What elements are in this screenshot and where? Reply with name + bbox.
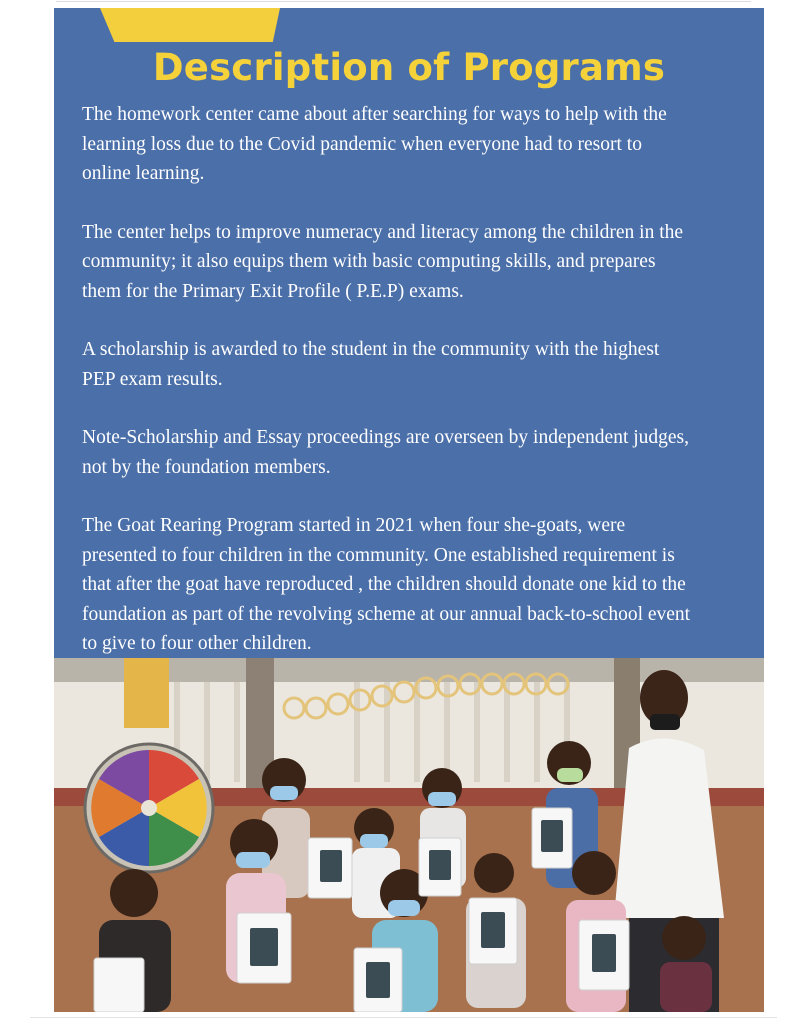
group-photo-illustration xyxy=(54,658,764,1012)
group-photo xyxy=(54,658,764,1012)
yellow-ribbon-accent xyxy=(100,8,280,42)
paragraph-note-judges: Note-Scholarship and Essay proceedings are overseen by independent judges, not by the foundation members. xyxy=(82,427,690,478)
page-title: Description of Programs xyxy=(152,46,666,89)
description-body xyxy=(82,100,746,658)
paragraph-scholarship: A scholarship is awarded to the student in the community with the highest PEP exam results. xyxy=(82,339,660,390)
paragraph-homework-center: The homework center came about after searching for ways to help with the learning loss due to the Covid pandemic when everyone had to resort to online learning. xyxy=(82,104,667,184)
divider-line xyxy=(56,1,751,2)
top-divider xyxy=(0,0,807,3)
paragraph-center-skills: The center helps to improve numeracy and literacy among the children in the community; it also equips them with basic computing skills, and prepares them for the Primary Exit Profile ( P.E.P) exams. xyxy=(82,221,684,302)
footer-line xyxy=(30,1017,777,1018)
programs-panel xyxy=(54,8,764,658)
paragraph-goat-rearing: The Goat Rearing Program started in 2021 when four she-goats, were presented to four children in the community. One established requirement is that after the goat have reproduced , the children should donate one kid to the foundation as part of the revolving scheme at our annual back-to-school event to give to four other children. xyxy=(82,515,691,654)
bottom-footer-strip xyxy=(0,1012,807,1022)
